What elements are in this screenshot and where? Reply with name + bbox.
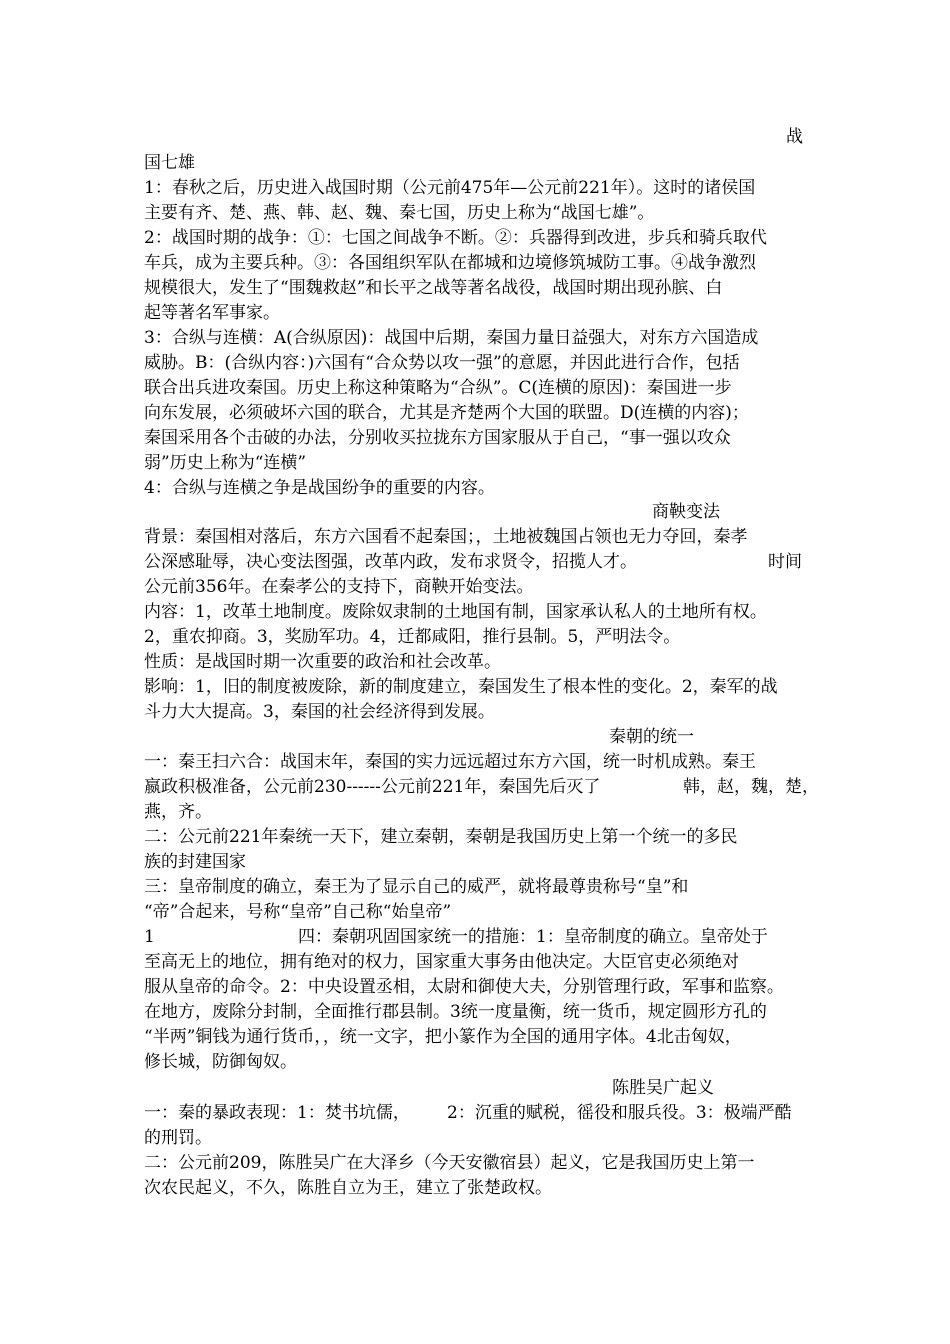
heading-qin-unify: 秦朝的统一 bbox=[609, 727, 694, 747]
text-line: 性质：是战国时期一次重要的政治和社会改革。 bbox=[144, 652, 501, 672]
text-fragment-number: 1 bbox=[144, 927, 155, 947]
text-line: 公深感耻辱，决心变法图强，改革内政，发布求贤令，招揽人才。 bbox=[144, 552, 637, 572]
heading-chensheng: 陈胜吴广起义 bbox=[612, 1078, 714, 1098]
text-fragment-si: 四：秦朝巩固国家统一的措施：1：皇帝制度的确立。皇帝处于 bbox=[298, 927, 768, 947]
text-line: 的刑罚。 bbox=[144, 1128, 212, 1148]
text-line: 至高无上的地位，拥有绝对的权力，国家重大事务由他决定。大臣官吏必须绝对 bbox=[144, 952, 739, 972]
text-line: 公元前356年。在秦孝公的支持下，商鞅开始变法。 bbox=[144, 577, 534, 597]
text-line: 二：公元前209，陈胜吴广在大泽乡（今天安徽宿县）起义，它是我国历史上第一 bbox=[144, 1153, 755, 1173]
heading-zhan: 战 bbox=[786, 127, 803, 147]
text-line: 规模很大，发生了“围魏救赵”和长平之战等著名战役，战国时期出现孙膑、白 bbox=[144, 278, 723, 298]
text-line: 起等著名军事家。 bbox=[144, 303, 280, 323]
text-line: 一：秦王扫六合：战国末年，秦国的实力远远超过东方六国，统一时机成熟。秦王 bbox=[144, 752, 756, 772]
text-line: 修长城，防御匈奴。 bbox=[144, 1052, 297, 1072]
text-line: 4：合纵与连横之争是战国纷争的重要的内容。 bbox=[144, 478, 495, 498]
text-line: 背景：秦国相对落后，东方六国看不起秦国；，土地被魏国占领也无力夺回，秦孝 bbox=[144, 527, 748, 547]
text-line: 嬴政积极准备，公元前230------公元前221年，秦国先后灭了 bbox=[144, 777, 601, 797]
text-line: 车兵，成为主要兵种。③：各国组织军队在都城和边境修筑城防工事。④战争激烈 bbox=[144, 253, 756, 273]
text-line: 2：战国时期的战争：①：七国之间战争不断。②：兵器得到改进，步兵和骑兵取代 bbox=[144, 228, 767, 248]
text-line: 次农民起义，不久，陈胜自立为王，建立了张楚政权。 bbox=[144, 1178, 552, 1198]
text-line: 主要有齐、楚、燕、韩、赵、魏、秦七国，历史上称为“战国七雄”。 bbox=[144, 203, 655, 223]
text-line: 影响：1，旧的制度被废除，新的制度建立，秦国发生了根本性的变化。2，秦军的战 bbox=[144, 677, 778, 697]
heading-shangyang: 商鞅变法 bbox=[652, 502, 720, 522]
text-line: 秦国采用各个击破的办法，分别收买拉拢东方国家服从于自己，“事一强以攻众 bbox=[144, 428, 731, 448]
text-line: “帝”合起来，号称“皇帝”自己称“始皇帝” bbox=[144, 902, 452, 922]
text-line: 2，重农抑商。3，奖励军功。4，迁都咸阳，推行县制。5，严明法令。 bbox=[144, 627, 681, 647]
text-fragment-six-states: 韩，赵，魏，楚， bbox=[683, 777, 819, 797]
text-line: 燕，齐。 bbox=[144, 802, 212, 822]
text-line: 内容：1，改革土地制度。废除奴隶制的土地国有制，国家承认私人的土地所有权。 bbox=[144, 602, 767, 622]
text-line: 一：秦的暴政表现：1：焚书坑儒， bbox=[144, 1103, 410, 1123]
text-line: 族的封建国家 bbox=[144, 852, 246, 872]
text-line: 弱”历史上称为“连横” bbox=[144, 453, 307, 473]
text-line: 服从皇帝的命令。2：中央设置丞相，太尉和御使大夫，分别管理行政，军事和监察。 bbox=[144, 977, 784, 997]
text-line: 3：合纵与连横：A(合纵原因)：战国中后期，秦国力量日益强大，对东方六国造成 bbox=[144, 328, 759, 348]
text-line: 联合出兵进攻秦国。历史上称这种策略为“合纵”。C(连横的原因)：秦国进一步 bbox=[144, 378, 732, 398]
text-line: 在地方，废除分封制，全面推行郡县制。3统一度量衡，统一货币，规定圆形方孔的 bbox=[144, 1002, 767, 1022]
text-fragment-shijian: 时间 bbox=[768, 552, 802, 572]
text-line: 二：公元前221年秦统一天下，建立秦朝，秦朝是我国历史上第一个统一的多民 bbox=[144, 827, 738, 847]
text-line: 威胁。B：(合纵内容：)六国有“合众势以攻一强”的意愿，并因此进行合作，包括 bbox=[144, 353, 740, 373]
text-line: 斗力大大提高。3，秦国的社会经济得到发展。 bbox=[144, 702, 495, 722]
text-line: 1：春秋之后，历史进入战国时期（公元前475年—公元前221年）。这时的诸侯国 bbox=[144, 178, 756, 198]
text-line: 三：皇帝制度的确立，秦王为了显示自己的威严，就将最尊贵称号“皇”和 bbox=[144, 877, 689, 897]
heading-guoqixiong: 国七雄 bbox=[144, 153, 195, 173]
text-fragment-tyranny: 2：沉重的赋税，徭役和服兵役。3：极端严酷 bbox=[447, 1103, 792, 1123]
text-line: 向东发展，必须破坏六国的联合，尤其是齐楚两个大国的联盟。D(连横的内容)； bbox=[144, 403, 749, 423]
text-line: “半两”铜钱为通行货币，，统一文字，把小篆作为全国的通用字体。4北击匈奴， bbox=[144, 1027, 742, 1047]
